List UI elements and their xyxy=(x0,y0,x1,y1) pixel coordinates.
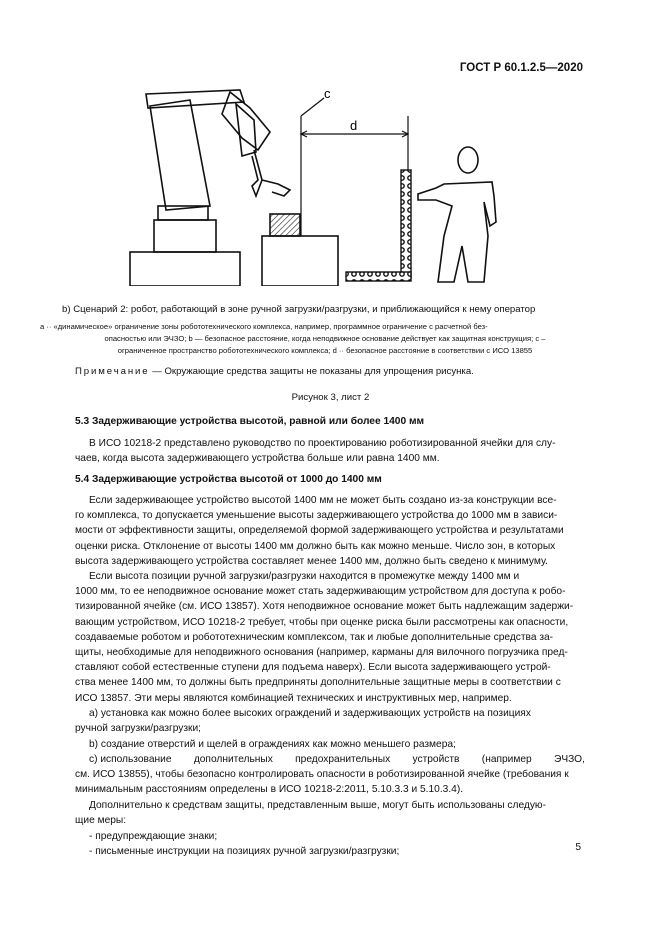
justified-line xyxy=(75,752,585,767)
bullet-list xyxy=(75,829,585,859)
text-line: ства менее 1400 мм, то должны быть предприняты дополнительные защитные меры в соответствии с xyxy=(75,677,561,689)
page-number: 5 xyxy=(575,842,581,853)
fence-vertical xyxy=(401,170,411,278)
robot-base xyxy=(130,252,240,286)
text-line: высота задерживающего устройства составляет менее 1400 мм, должно быть сведено к минимуму. xyxy=(75,555,548,567)
workpiece xyxy=(270,214,300,236)
text-line: тизированной ячейке (см. ИСО 13857). Хотя неподвижное основание может быть надлежащим задержи- xyxy=(75,601,574,613)
figure-robot-scenario xyxy=(118,86,518,286)
section-5-4-paragraph-3 xyxy=(75,798,585,828)
fence-base xyxy=(346,272,411,281)
figure-note xyxy=(75,366,474,377)
word: (например xyxy=(481,754,532,765)
list-item: - предупреждающие знаки; xyxy=(89,831,218,842)
text-line: минимальным расстояниям определены в ИСО 10218-2:2011, 5.10.3.3 и 5.10.3.4). xyxy=(75,784,464,796)
figure-title: Рисунок 3, лист 2 xyxy=(291,392,370,403)
text-line: го комплекса, то допускается уменьшение высоты задерживающего устройства до 1000 мм в зависи- xyxy=(75,510,558,522)
document-header: ГОСТ Р 60.1.2.5—2020 xyxy=(459,62,583,74)
text-line: b) создание отверстий и щелей в ограждениях как можно меньшего размера; xyxy=(89,739,456,750)
word: ЭЧЗО, xyxy=(554,754,585,765)
word: устройств xyxy=(412,754,460,765)
text-line: ставляют собой естественные ступени для подъема наверх). Если высота задерживающего устрой- xyxy=(75,662,551,674)
text-line: ИСО 13857. Эти меры являются комбинацией технических и инструктивных мер, например. xyxy=(75,692,512,704)
section-5-3-heading: 5.3 Задерживающие устройства высотой, равной или более 1400 мм xyxy=(75,416,425,427)
text-line: В ИСО 10218-2 представлено руководство по проектированию роботизированной ячейки для слу- xyxy=(89,438,556,449)
section-5-4-heading: 5.4 Задерживающие устройства высотой от 1000 до 1400 мм xyxy=(75,474,382,485)
robot-lower-arm xyxy=(150,100,210,210)
figure-key-line-3: ограниченное пространство робототехнического комплекса; d ·· безопасное расстояние в соответствии с ИСО 13855 xyxy=(117,346,533,355)
robot-upper-arm xyxy=(222,92,270,150)
text-line: создаваемые роботом и робототехническим комплексом, так и любые дополнительные средства за- xyxy=(75,631,554,643)
word: предохранительных xyxy=(295,754,391,765)
robot-gripper xyxy=(252,150,262,196)
text-line: а) установка как можно более высоких ограждений и задерживающих устройств на позициях xyxy=(89,708,531,719)
list-item: - письменные инструкции на позициях ручной загрузки/разгрузки; xyxy=(89,846,400,858)
list-item-b xyxy=(75,737,585,752)
loading-table xyxy=(262,236,338,286)
word: дополнительных xyxy=(193,754,273,765)
section-5-4-paragraph-1 xyxy=(75,493,585,569)
text-line: вающим устройством, ИСО 10218-2 требует, чтобы при оценке риска были рассмотрены как опасности, xyxy=(75,616,569,628)
text-line: 1000 мм, то ее неподвижное основание может стать задерживающим устройством для доступа к робо- xyxy=(75,586,566,598)
operator-figure xyxy=(418,147,496,282)
label-c: c xyxy=(324,86,331,101)
section-5-4-paragraph-2 xyxy=(75,569,585,706)
text-line: щие меры: xyxy=(75,815,127,827)
figure-key-line-1: a ·· «динамическое» ограничение зоны робототехнического комплекса, например, программное ограничение с расчетной без- xyxy=(40,322,488,331)
text-line: мости от эффективности защиты, определяемой формой задерживающего устройства и результатами xyxy=(75,525,564,537)
figure-key-line-2: опасностью или ЭЧЗО; b — безопасное расстояние, когда неподвижное основание действует как защитная конструкция; c – xyxy=(104,334,546,343)
text-line: оценки риска. Отклонение от высоты 1400 мм должно быть как можно меньше. Число зон, в которых xyxy=(75,540,556,552)
text-line: щиты, необходимые для неподвижного основания (например, карманы для вилочного погрузчика пред- xyxy=(75,647,568,659)
robot-pedestal xyxy=(154,220,216,252)
text-line: Дополнительно к средствам защиты, представленным выше, могут быть использованы следую- xyxy=(89,800,546,811)
section-5-3-paragraph xyxy=(75,436,585,466)
text-line: чаев, когда высота задерживающего устройства больше или равна 1400 мм. xyxy=(75,453,440,465)
word: c) использование xyxy=(89,754,172,765)
label-d: d xyxy=(350,118,358,133)
text-line: ручной загрузки/разгрузки; xyxy=(75,723,202,735)
text-line: см. ИСО 13855), чтобы безопасно контролировать опасности в роботизированной ячейке (требования к xyxy=(75,769,569,781)
list-item-c xyxy=(75,752,585,798)
figure-caption: b) Сценарий 2: робот, работающий в зоне ручной загрузки/разгрузки, и приближающийся к нему оператор xyxy=(62,304,536,315)
text-line: Если задерживающее устройство высотой 1400 мм не может быть создано из-за конструкции все- xyxy=(89,495,557,506)
note-label: Примечание xyxy=(75,366,150,377)
list-item-a xyxy=(75,706,585,736)
text-line: Если высота позиции ручной загрузки/разгрузки находится в промежутке между 1400 мм и xyxy=(89,571,520,582)
note-text: — Окружающие средства защиты не показаны для упрощения рисунка. xyxy=(149,366,474,377)
